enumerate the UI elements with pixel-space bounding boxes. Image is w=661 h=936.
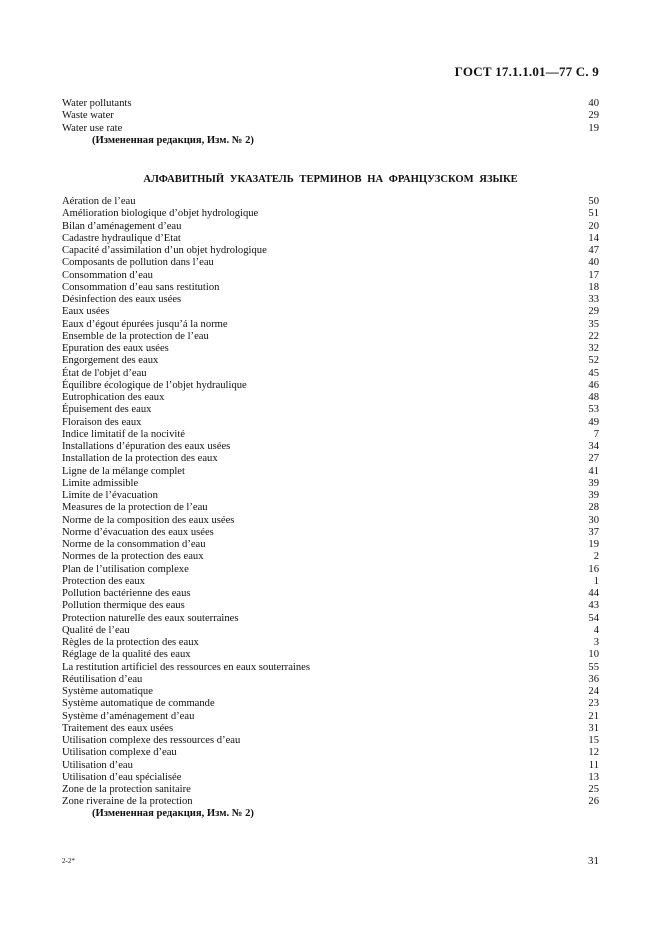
index-entry: [62, 306, 599, 318]
index-entry: [62, 110, 599, 122]
index-term: Système automatique: [62, 686, 153, 697]
index-term-number: 36: [588, 673, 599, 685]
index-entry: [62, 711, 599, 723]
index-term-number: 19: [588, 539, 599, 550]
index-term: Réutilisation d’eau: [62, 673, 143, 685]
index-term: Pollution thermique des eaus: [62, 600, 185, 612]
index-term: Installation de la protection des eaux: [62, 453, 218, 465]
index-term: Consommation d’eau sans restitution: [62, 281, 220, 293]
amendment-note-bottom: (Измененная редакция, Изм. № 2): [92, 808, 254, 819]
index-term: Protection des eaux: [62, 575, 145, 587]
index-term-number: 47: [588, 245, 599, 256]
index-entry: [62, 564, 599, 576]
index-entry: [62, 196, 599, 208]
index-term: Épuisement des eaux: [62, 404, 152, 416]
index-term: Limite de l’évacuation: [62, 490, 158, 501]
index-entry: [62, 723, 599, 735]
index-term-number: 30: [588, 514, 599, 526]
index-term-number: 43: [588, 600, 599, 612]
index-term: Engorgement des eaux: [62, 355, 159, 367]
index-term-number: 39: [588, 490, 599, 501]
french-terms-list: [62, 196, 599, 809]
index-term: Équilibre écologique de l’objet hydraulique: [62, 379, 247, 391]
index-entry: [62, 331, 599, 343]
index-term: Amélioration biologique d’objet hydrologique: [62, 208, 259, 220]
index-term-number: 2: [593, 551, 599, 563]
index-entry: [62, 698, 599, 710]
index-term-number: 54: [588, 612, 599, 624]
footer-print-mark: 2-2*: [62, 857, 75, 865]
index-term: La restitution artificiel des ressources en eaux souterraines: [62, 661, 310, 673]
index-term: Plan de l’utilisation complexe: [62, 563, 189, 575]
index-term: Measures de la protection de l’eau: [62, 502, 208, 514]
index-entry: [62, 760, 599, 772]
index-entry: [62, 637, 599, 649]
index-entry: [62, 417, 599, 429]
index-entry: [62, 270, 599, 282]
index-entry: [62, 747, 599, 759]
index-term-number: 10: [588, 649, 599, 661]
index-entry: [62, 429, 599, 441]
index-entry: [62, 784, 599, 796]
index-term: Zone riveraine de la protection: [62, 796, 193, 808]
index-term-number: 7: [593, 428, 599, 440]
index-term: Utilisation complexe des ressources d’eau: [62, 735, 241, 746]
index-entry: [62, 380, 599, 392]
index-entry: [62, 686, 599, 698]
index-entry: [62, 674, 599, 686]
index-term-number: 31: [588, 722, 599, 734]
index-term-number: 35: [588, 318, 599, 330]
index-term: Eaux d’égout épurées jusqu’á la norme: [62, 318, 228, 330]
index-term-number: 34: [588, 441, 599, 452]
index-term-number: 15: [588, 735, 599, 746]
index-entry: [62, 453, 599, 465]
index-term: Consommation d’eau: [62, 269, 153, 281]
index-entry: [62, 245, 599, 257]
index-term: Utilisation d’eau: [62, 759, 133, 771]
index-entry: [62, 257, 599, 269]
index-entry: [62, 123, 599, 135]
index-term-number: 28: [588, 502, 599, 514]
index-entry: [62, 539, 599, 551]
index-term: Water pollutants: [62, 98, 132, 109]
index-term: Eutrophication des eaux: [62, 392, 165, 403]
index-entry: [62, 515, 599, 527]
index-entry: [62, 441, 599, 453]
index-term: Cadastre hydraulique d’Etat: [62, 232, 181, 244]
index-term-number: 53: [588, 404, 599, 416]
index-term: Norme de la composition des eaux usées: [62, 514, 235, 526]
index-term-number: 18: [588, 281, 599, 293]
index-term: Floraison des eaux: [62, 416, 142, 428]
index-entry: [62, 662, 599, 674]
index-term-number: 32: [588, 343, 599, 354]
index-term-number: 46: [588, 379, 599, 391]
index-term: Installations d’épuration des eaux usées: [62, 441, 231, 452]
index-term-number: 21: [588, 710, 599, 722]
index-term: Protection naturelle des eaux souterraines: [62, 612, 239, 624]
index-entry: [62, 208, 599, 220]
index-term-number: 44: [588, 588, 599, 599]
index-term-number: 48: [588, 392, 599, 403]
index-term-number: 11: [588, 759, 599, 771]
index-term: Limite admissible: [62, 477, 139, 489]
section-title: АЛФАВИТНЫЙ УКАЗАТЕЛЬ ТЕРМИНОВ НА ФРАНЦУЗСКОМ ЯЗЫКЕ: [143, 174, 518, 185]
index-term-number: 19: [588, 122, 599, 134]
index-term: Règles de la protection des eaux: [62, 637, 199, 648]
index-term: Zone de la protection sanitaire: [62, 784, 191, 795]
index-term: Utilisation complexe d’eau: [62, 747, 177, 759]
index-entry: [62, 282, 599, 294]
index-entry: [62, 233, 599, 245]
index-entry: [62, 625, 599, 637]
index-term: Système d’aménagement d’eau: [62, 710, 195, 722]
index-term-number: 33: [588, 294, 599, 305]
index-term: Norme d’évacuation des eaux usées: [62, 526, 214, 538]
index-entry: [62, 576, 599, 588]
amendment-note-top: (Измененная редакция, Изм. № 2): [92, 135, 254, 146]
index-term: Qualité de l’eau: [62, 624, 130, 636]
index-entry: [62, 478, 599, 490]
index-term-number: 25: [588, 784, 599, 795]
index-entry: [62, 613, 599, 625]
index-entry: [62, 466, 599, 478]
index-term: Eaux usées: [62, 306, 110, 318]
index-entry: [62, 355, 599, 367]
index-term: Utilisation d’eau spécialisée: [62, 771, 182, 783]
index-term: Bilan d’aménagement d’eau: [62, 220, 182, 232]
index-entry: [62, 600, 599, 612]
index-term-number: 26: [588, 796, 599, 808]
index-term-number: 40: [588, 98, 599, 109]
index-entry: [62, 343, 599, 355]
index-entry: [62, 98, 599, 110]
index-term-number: 50: [588, 196, 599, 207]
index-term-number: 27: [588, 453, 599, 465]
index-term-number: 1: [593, 575, 599, 587]
index-entry: [62, 551, 599, 563]
index-term: Ligne de la mélange complet: [62, 465, 185, 477]
index-entry: [62, 368, 599, 380]
index-entry: [62, 319, 599, 331]
index-term-number: 23: [588, 698, 599, 710]
index-term-number: 51: [588, 208, 599, 220]
index-term-number: 20: [588, 220, 599, 232]
index-term-number: 29: [588, 306, 599, 318]
index-entry: [62, 392, 599, 404]
index-term: Epuration des eaux usées: [62, 343, 169, 354]
index-entry: [62, 796, 599, 808]
index-term-number: 29: [588, 110, 599, 122]
index-entry: [62, 772, 599, 784]
index-term-number: 4: [593, 624, 599, 636]
index-entry: [62, 221, 599, 233]
index-term-number: 37: [588, 526, 599, 538]
page-number: 31: [588, 855, 599, 867]
index-entry: [62, 490, 599, 502]
index-term-number: 3: [593, 637, 599, 648]
index-term-number: 24: [588, 686, 599, 697]
index-term: Aération de l’eau: [62, 196, 136, 207]
index-term: Désinfection des eaux usées: [62, 294, 182, 305]
index-term: Capacité d’assimilation d’un objet hydrologique: [62, 245, 267, 256]
index-entry: [62, 502, 599, 514]
index-term-number: 22: [588, 330, 599, 342]
index-term-number: 41: [588, 465, 599, 477]
index-term: État de l'objet d’eau: [62, 367, 147, 379]
index-term: Normes de la protection des eaux: [62, 551, 204, 563]
index-term: Système automatique de commande: [62, 698, 215, 710]
english-terms-list: [62, 98, 599, 135]
index-term-number: 14: [588, 232, 599, 244]
index-term-number: 52: [588, 355, 599, 367]
index-term: Réglage de la qualité des eaux: [62, 649, 191, 661]
index-term-number: 55: [588, 661, 599, 673]
index-term-number: 40: [588, 257, 599, 269]
index-entry: [62, 735, 599, 747]
index-term-number: 13: [588, 771, 599, 783]
index-term: Indice limitatif de la nocivité: [62, 428, 185, 440]
index-term-number: 49: [588, 416, 599, 428]
index-term-number: 39: [588, 477, 599, 489]
index-term-number: 45: [588, 367, 599, 379]
index-term: Composants de pollution dans l’eau: [62, 257, 214, 269]
index-term: Traitement des eaux usées: [62, 722, 174, 734]
index-entry: [62, 588, 599, 600]
index-entry: [62, 649, 599, 661]
index-entry: [62, 404, 599, 416]
index-term: Ensemble de la protection de l’eau: [62, 330, 209, 342]
index-term: Waste water: [62, 110, 114, 122]
index-entry: [62, 527, 599, 539]
page-header-title: ГОСТ 17.1.1.01—77 С. 9: [454, 64, 599, 79]
index-term-number: 17: [588, 269, 599, 281]
index-term: Pollution bactérienne des eaus: [62, 588, 191, 599]
index-entry: [62, 294, 599, 306]
index-term-number: 12: [588, 747, 599, 759]
index-term: Norme de la consommation d’eau: [62, 539, 206, 550]
index-term-number: 16: [588, 563, 599, 575]
index-term: Water use rate: [62, 122, 123, 134]
